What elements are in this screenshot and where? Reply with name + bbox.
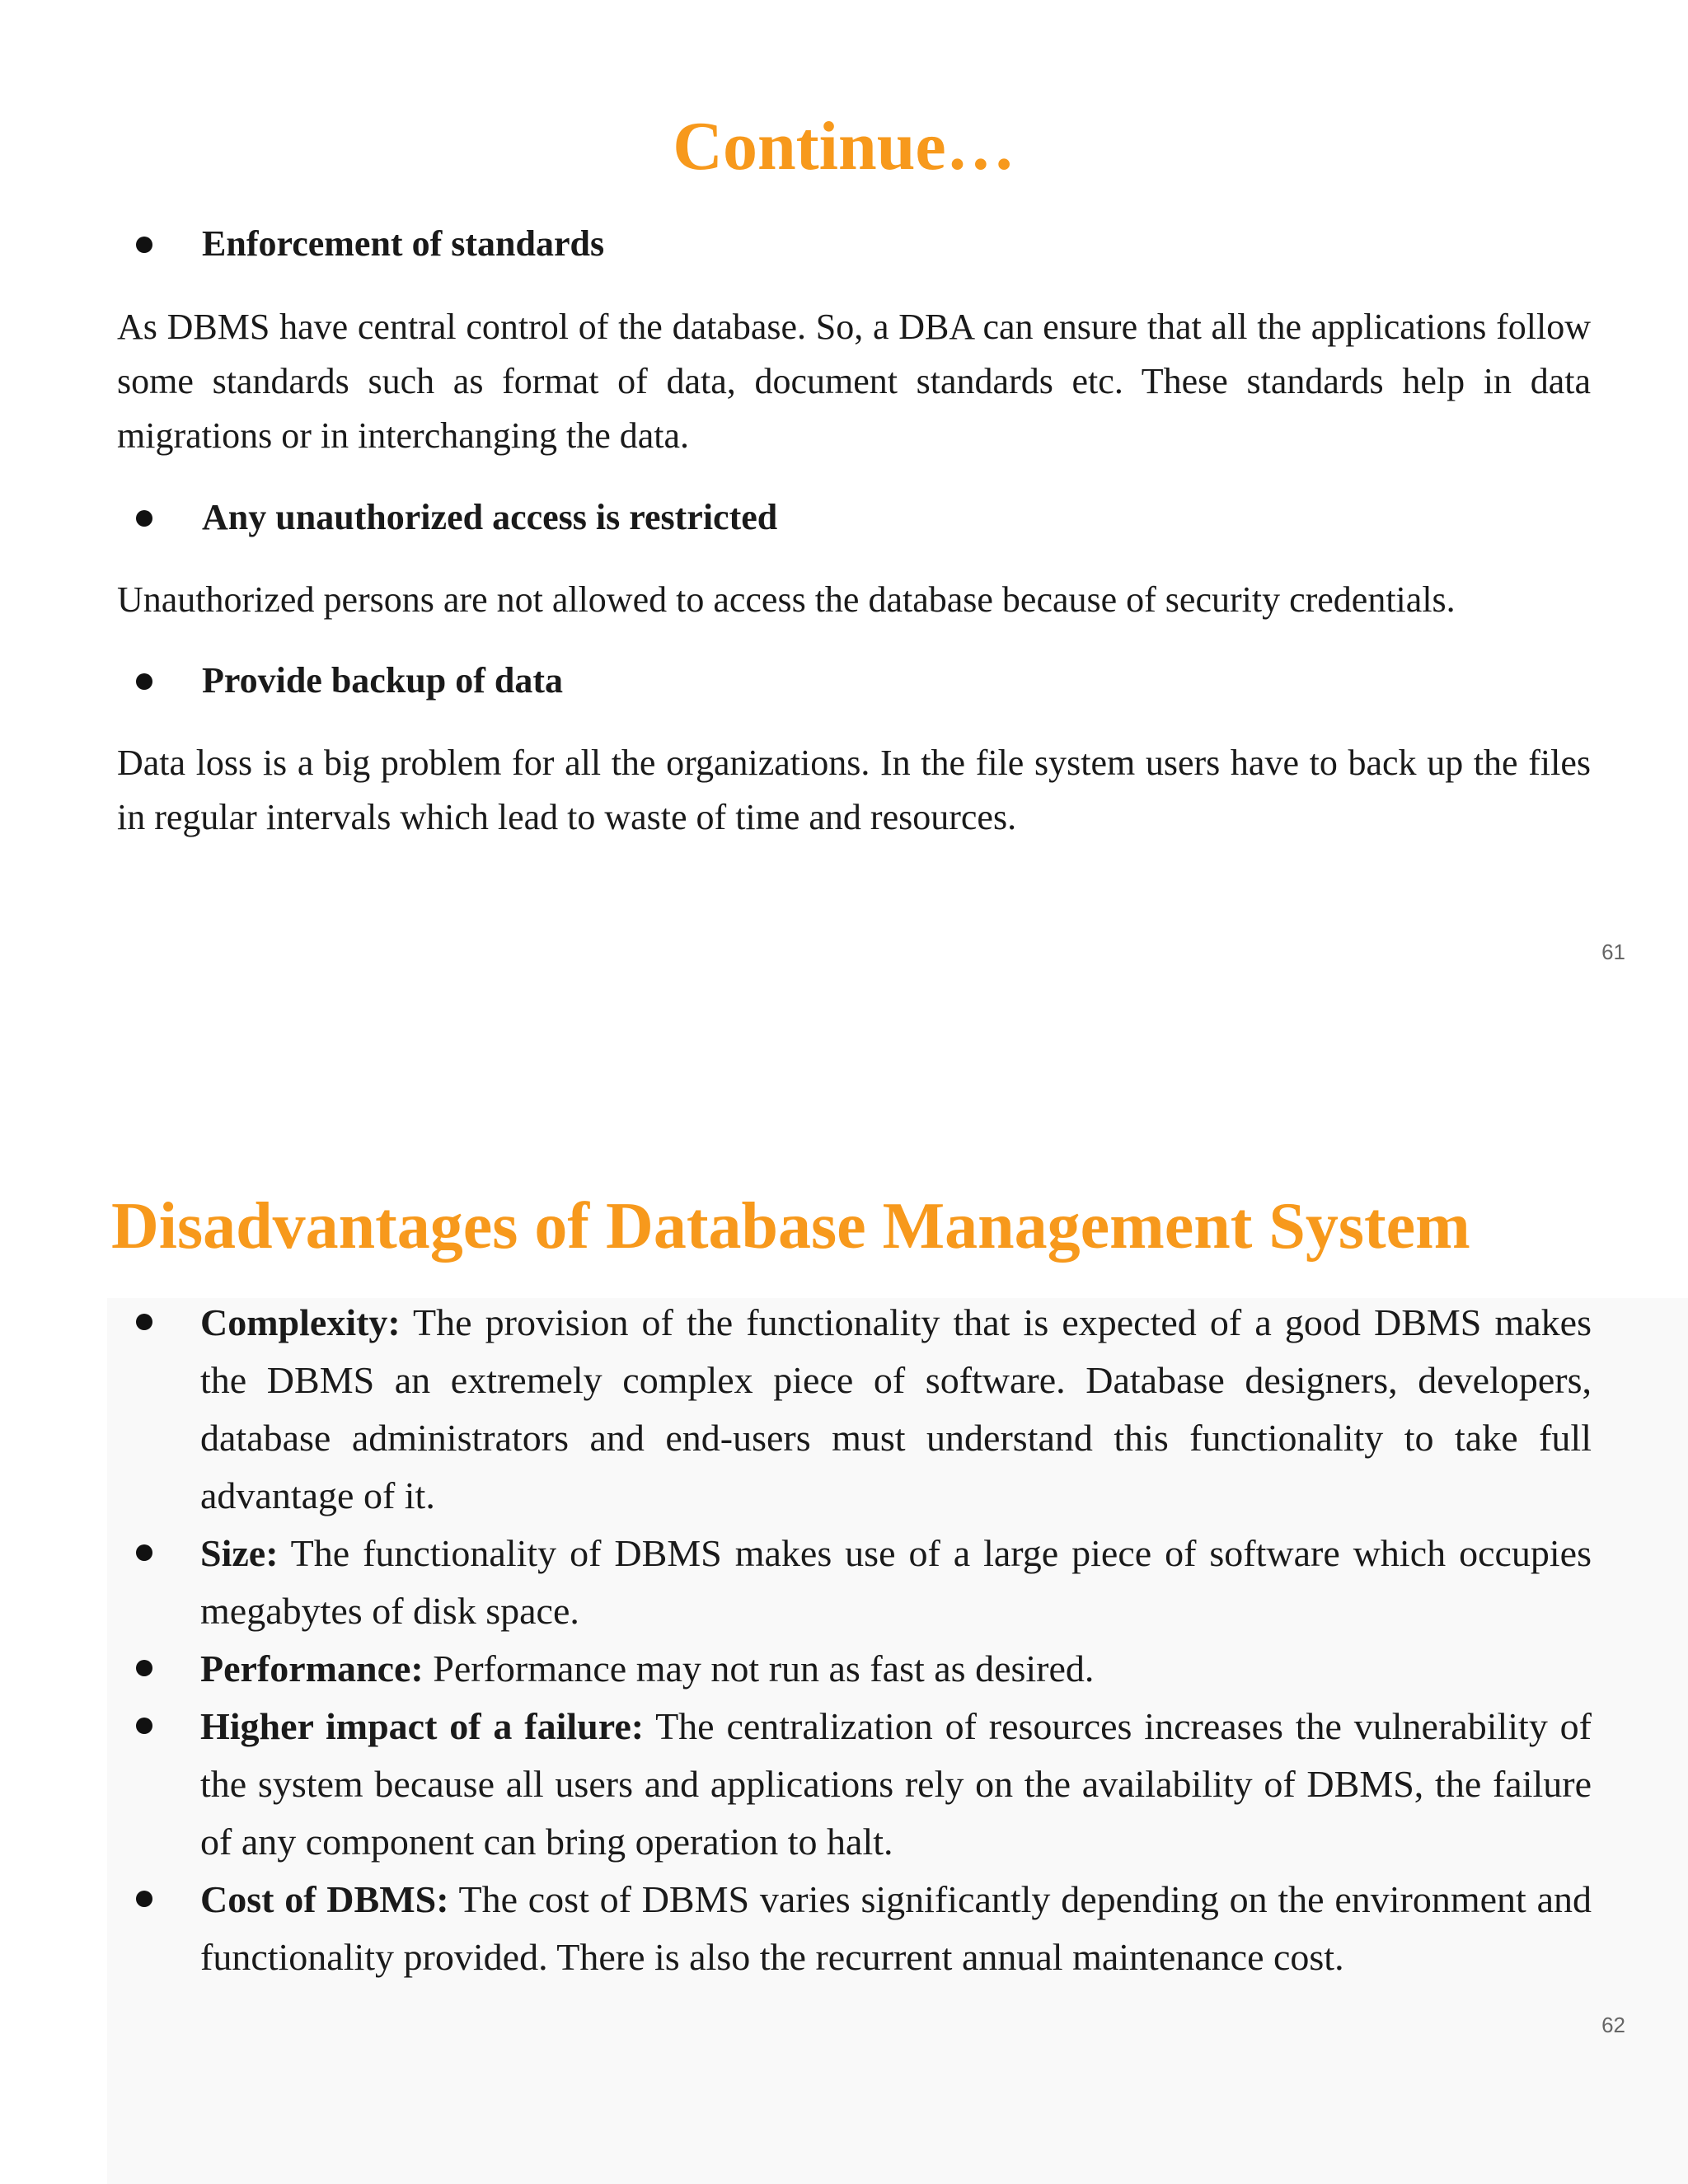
disadvantages-list — [0, 1294, 1688, 1986]
section-heading-unauthorized — [136, 494, 777, 541]
bullet-icon — [136, 673, 152, 690]
bullet-icon — [136, 1544, 152, 1561]
list-item-term: Size: — [200, 1532, 279, 1574]
section-heading-standards — [136, 221, 604, 267]
list-item-text: The centralization of resources increases the vulnerability of the system because all users and applications rely on the availability of DBMS, the failure of any component can bring operation to halt. — [200, 1705, 1592, 1863]
list-item-term: Complexity: — [200, 1301, 401, 1343]
list-item-term: Cost of DBMS: — [200, 1878, 449, 1920]
list-item-performance — [200, 1640, 1592, 1698]
section-heading-text: Provide backup of data — [202, 660, 564, 701]
section-paragraph-standards: As DBMS have central control of the database. So, a DBA can ensure that all the applications follow some standards such as format of data, document standards etc. These standards help in data migrations or in interchanging the data. — [117, 307, 1591, 456]
bullet-icon — [136, 1891, 152, 1907]
slide-title-continue: Continue… — [673, 108, 1015, 185]
list-item-size — [200, 1525, 1592, 1640]
list-item-text: The provision of the functionality that is expected of a good DBMS makes the DBMS an extremely complex piece of software. Database designers, developers, database administrators and end-users must understand this functionality to take full advantage of it. — [200, 1301, 1592, 1516]
list-item-text: Performance may not run as fast as desired. — [423, 1647, 1095, 1690]
page-number: 61 — [1601, 940, 1625, 964]
bullet-icon — [136, 1660, 152, 1676]
list-item-text: The cost of DBMS varies significantly depending on the environment and functionality provided. There is also the recurrent annual maintenance cost. — [200, 1878, 1592, 1978]
section-heading-text: Any unauthorized access is restricted — [202, 497, 778, 537]
section-heading-text: Enforcement of standards — [202, 223, 605, 264]
section-paragraph-backup: Data loss is a big problem for all the organizations. In the file system users have to back up the files in regular intervals which lead to waste of time and resources. — [117, 743, 1591, 837]
section-paragraph-unauthorized: Unauthorized persons are not allowed to access the database because of security credentials. — [117, 579, 1456, 620]
bullet-icon — [136, 1718, 152, 1734]
list-item-text: The functionality of DBMS makes use of a large piece of software which occupies megabytes of disk space. — [200, 1532, 1592, 1632]
list-item-complexity — [200, 1294, 1592, 1525]
list-item-cost — [200, 1871, 1592, 1986]
list-item-failure — [200, 1698, 1592, 1871]
slide-title-disadvantages: Disadvantages of Database Management System — [111, 1190, 1470, 1263]
section-heading-backup — [136, 658, 563, 704]
bullet-icon — [136, 510, 152, 527]
list-item-term: Performance: — [200, 1647, 424, 1690]
bullet-icon — [136, 237, 152, 253]
list-item-term: Higher impact of a failure: — [200, 1705, 645, 1747]
bullet-icon — [136, 1314, 152, 1330]
page-number: 62 — [1601, 2013, 1625, 2037]
